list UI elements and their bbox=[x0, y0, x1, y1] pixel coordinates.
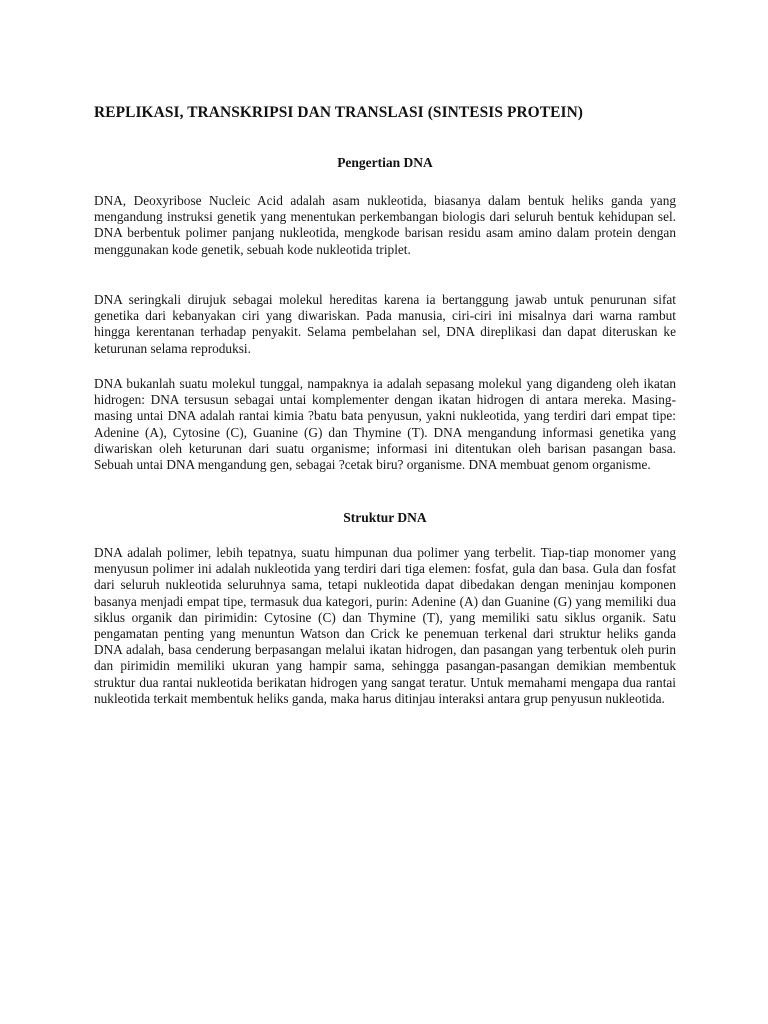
section-heading-struktur-dna: Struktur DNA bbox=[343, 510, 427, 525]
section-heading-pengertian-dna: Pengertian DNA bbox=[337, 155, 433, 170]
paragraph-heredity: DNA seringkali dirujuk sebagai molekul hereditas karena ia bertanggung jawab untuk penurunan sifat genetika dari kebanyakan ciri yang diwariskan. Pada manusia, ciri-ciri ini misalnya dari warna rambut hingga kerentanan terhadap penyakit. Selama pembelahan sel, DNA direplikasi dan dapat diteruskan ke keturunan selama reproduksi. bbox=[94, 292, 676, 356]
paragraph-structure: DNA adalah polimer, lebih tepatnya, suatu himpunan dua polimer yang terbelit. Tiap-tiap monomer yang menyusun polimer ini adalah nukleotida yang terdiri dari tiga elemen: fosfat, gula dan basa. Gula dan fosfat dari seluruh nukleotida seluruhnya sama, tetapi nukleotida dapat dibedakan dengan meninjau komponen basanya menjadi empat tipe, termasuk dua kategori, purin: Adenine (A) dan Guanine (G) yang memiliki dua siklus organik dan pirimidin: Cytosine (C) dan Thymine (T), yang memiliki satu siklus organik. Satu pengamatan penting yang menuntun Watson dan Crick ke penemuan terkenal dari struktur heliks ganda DNA adalah, basa cenderung berpasangan melalui ikatan hidrogen, dan pasangan yang terbentuk oleh purin dan pirimidin memiliki ukuran yang hampir sama, sehingga pasangan-pasangan demikian membentuk struktur dua rantai nukleotida berikatan hidrogen yang sangat teratur. Untuk memahami mengapa dua rantai nukleotida terkait membentuk heliks ganda, maka harus ditinjau interaksi antara grup penyusun nukleotida. bbox=[94, 545, 676, 706]
document-title: REPLIKASI, TRANSKRIPSI DAN TRANSLASI (SINTESIS PROTEIN) bbox=[94, 104, 584, 121]
paragraph-definition: DNA, Deoxyribose Nucleic Acid adalah asam nukleotida, biasanya dalam bentuk heliks ganda yang mengandung instruksi genetik yang menentukan perkembangan biologis dari seluruh bentuk kehidupan sel. DNA berbentuk polimer panjang nukleotida, mengkode barisan residu asam amino dalam protein dengan menggunakan kode genetik, sebuah kode nukleotida triplet. bbox=[94, 193, 676, 257]
paragraph-double-strand: DNA bukanlah suatu molekul tunggal, nampaknya ia adalah sepasang molekul yang digandeng oleh ikatan hidrogen: DNA tersusun sebagai untai komplementer dengan ikatan hidrogen di antara mereka. Masing-masing untai DNA adalah rantai kimia ?batu bata penyusun, yakni nukleotida, yang terdiri dari empat tipe: Adenine (A), Cytosine (C), Guanine (G) dan Thymine (T). DNA mengandung informasi genetika yang diwariskan oleh keturunan dari suatu organisme; informasi ini ditentukan oleh barisan pasangan basa. Sebuah untai DNA mengandung gen, sebagai ?cetak biru? organisme. DNA membuat genom organisme. bbox=[94, 376, 676, 473]
